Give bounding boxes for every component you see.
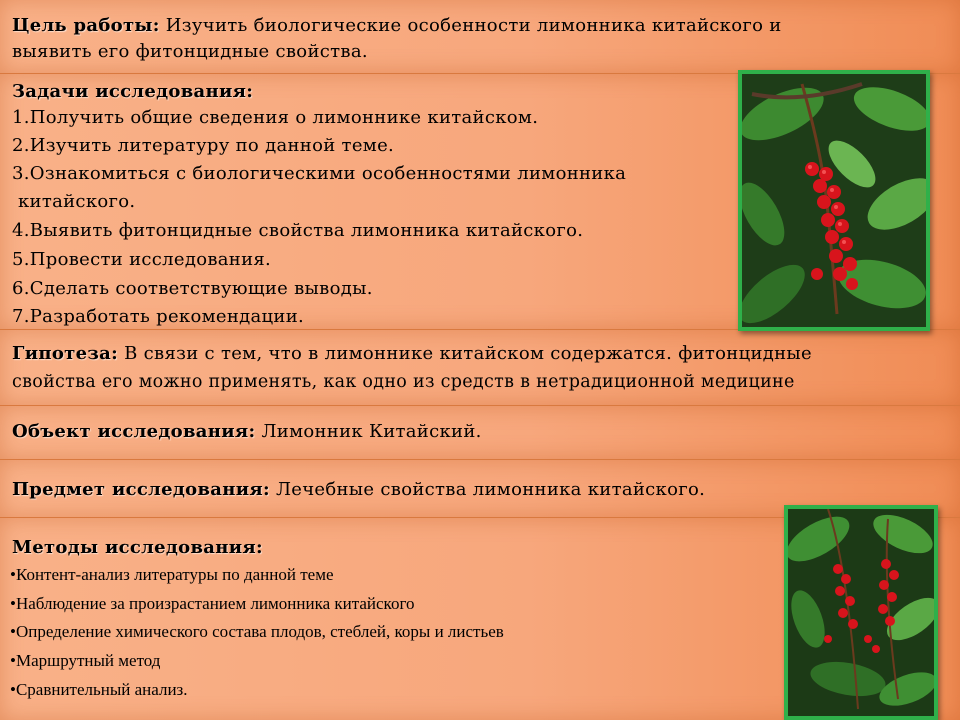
bullet: • [10, 594, 16, 613]
object-section [0, 406, 960, 460]
method-text: Сравнительный анализ. [15, 680, 188, 699]
task-item: 5.Провести исследования. [12, 249, 272, 270]
task-item: 3.Ознакомиться с биологическими особенностями лимонника [12, 163, 627, 184]
hypothesis-label: Гипотеза: [12, 343, 119, 364]
method-text: Маршрутный метод [15, 651, 161, 670]
goal-text-line2: выявить его фитонцидные свойства. [12, 41, 368, 62]
hypothesis-section [0, 330, 960, 406]
bullet: • [10, 680, 16, 699]
method-item [10, 565, 334, 585]
task-item: 1.Получить общие сведения о лимоннике китайском. [12, 107, 539, 128]
methods-label: Методы исследования: [12, 537, 263, 558]
method-item [10, 680, 188, 700]
bullet: • [10, 622, 16, 641]
subject-label: Предмет исследования: [12, 479, 270, 500]
schisandra-photo-1 [738, 70, 930, 331]
object-label: Объект исследования: [12, 421, 256, 442]
bullet: • [10, 565, 16, 584]
task-item: 4.Выявить фитонцидные свойства лимонника китайского. [12, 220, 584, 241]
goal-line1 [12, 14, 782, 38]
method-item [10, 594, 415, 614]
object-text: Лимонник Китайский. [261, 421, 482, 442]
method-item [10, 651, 160, 671]
goal-label: Цель работы: [12, 15, 160, 36]
schisandra-photo-2 [784, 505, 938, 720]
subject-text: Лечебные свойства лимонника китайского. [275, 479, 706, 500]
method-text: Контент-анализ литературы по данной теме [15, 565, 334, 584]
hypothesis-text-line2: свойства его можно применять, как одно из средств в нетрадиционной медицине [12, 372, 795, 392]
bullet: • [10, 651, 16, 670]
task-item: китайского. [18, 191, 136, 212]
subject-line [12, 478, 705, 502]
method-text: Определение химического состава плодов, стеблей, коры и листьев [15, 622, 504, 641]
task-item: 6.Сделать соответствующие выводы. [12, 278, 373, 299]
task-item: 2.Изучить литературу по данной теме. [12, 135, 395, 156]
hypothesis-text-line1: В связи с тем, что в лимоннике китайском содержатся. фитонцидные [124, 343, 812, 364]
goal-text-line1: Изучить биологические особенности лимонника китайского и [165, 15, 782, 36]
object-line [12, 420, 482, 444]
method-item [10, 622, 504, 642]
method-text: Наблюдение за произрастанием лимонника китайского [15, 594, 415, 613]
goal-section [0, 0, 960, 74]
task-item: 7.Разработать рекомендации. [12, 306, 305, 327]
tasks-label: Задачи исследования: [12, 81, 254, 102]
hypothesis-line1 [12, 342, 812, 366]
